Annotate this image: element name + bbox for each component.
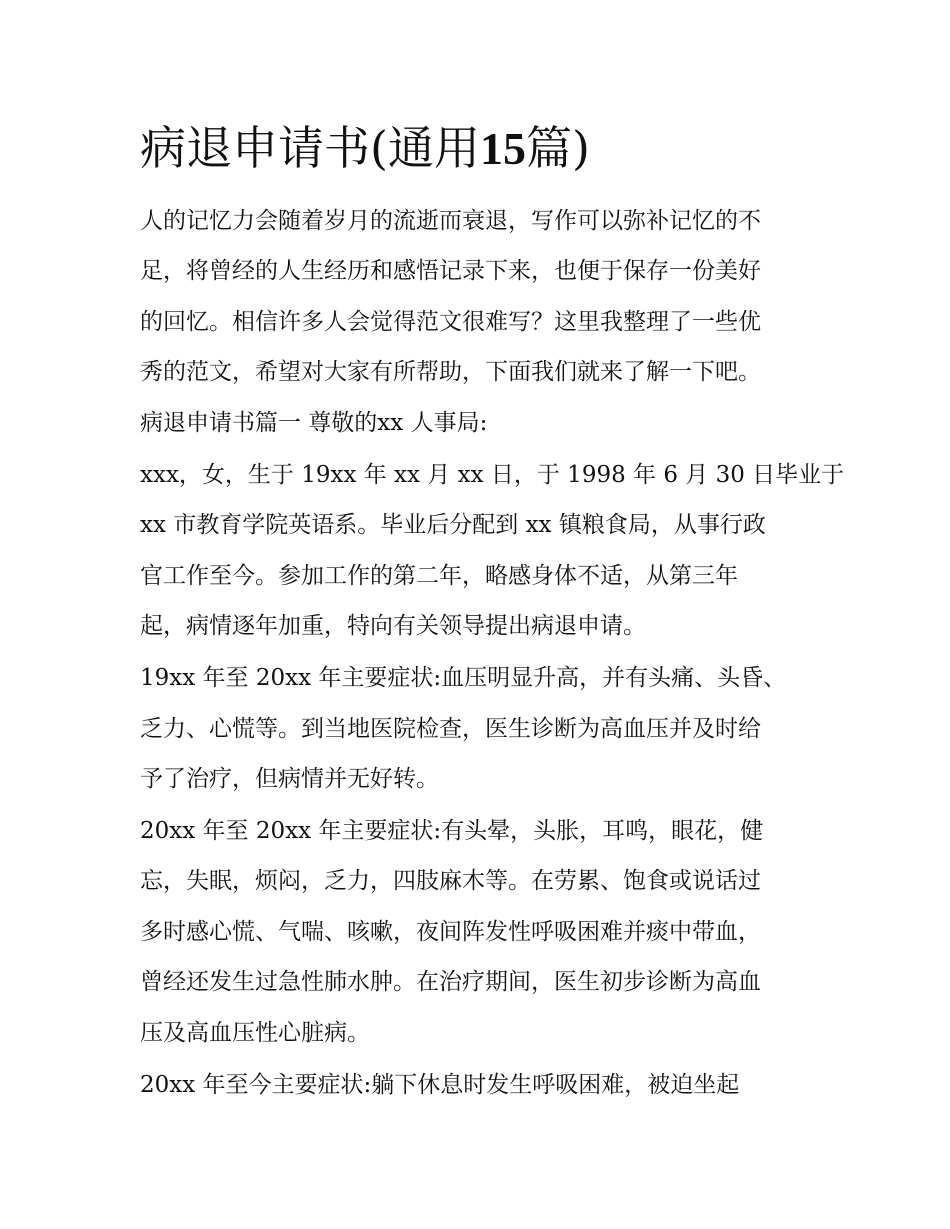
body-line-14: 忘，失眠，烦闷，乏力，四肢麻木等。在劳累、饱食或说话过	[140, 868, 761, 894]
title-end: 篇)	[525, 121, 590, 175]
body-line-15: 多时感心慌、气喘、咳嗽，夜间阵发性呼吸困难并痰中带血，	[140, 919, 761, 945]
body-line-16: 曾经还发生过急性肺水肿。在治疗期间，医生初步诊断为高血	[140, 969, 761, 995]
body-line-8: 官工作至今。参加工作的第二年，略感身体不适，从第三年	[140, 563, 738, 589]
document-title	[140, 120, 590, 177]
body-line-9: 起，病情逐年加重，特向有关领导提出病退申请。	[140, 613, 646, 639]
body-line-6: xxx，女，生于 19xx 年 xx 月 xx 日，于 1998 年 6 月 30 日毕业于	[140, 462, 845, 488]
body-line-3: 的回忆。相信许多人会觉得范文很难写？这里我整理了一些优	[140, 309, 761, 335]
body-line-17: 压及高血压性心脏病。	[140, 1020, 370, 1046]
title-number: 15	[479, 123, 526, 174]
body-line-18: 20xx 年至今主要症状:躺下休息时发生呼吸困难，被迫坐起	[140, 1072, 740, 1098]
body-line-1: 人的记忆力会随着岁月的流逝而衰退，写作可以弥补记忆的不	[140, 208, 761, 234]
body-line-13: 20xx 年至 20xx 年主要症状:有头晕，头胀，耳鸣，眼花，健	[140, 818, 764, 844]
body-line-12: 予了治疗，但病情并无好转。	[140, 766, 439, 792]
title-main: 病退申请书(通用	[140, 121, 480, 175]
body-line-10: 19xx 年至 20xx 年主要症状:血压明显升高，并有头痛、头昏、	[140, 665, 787, 691]
body-line-2: 足，将曾经的人生经历和感悟记录下来，也便于保存一份美好	[140, 258, 761, 284]
body-line-7: xx 市教育学院英语系。毕业后分配到 xx 镇粮食局，从事行政	[140, 512, 766, 538]
body-line-4: 秀的范文，希望对大家有所帮助，下面我们就来了解一下吧。	[140, 359, 761, 385]
section-heading: 病退申请书篇一 尊敬的xx 人事局:	[140, 410, 488, 436]
body-line-11: 乏力、心慌等。到当地医院检查，医生诊断为高血压并及时给	[140, 716, 761, 742]
